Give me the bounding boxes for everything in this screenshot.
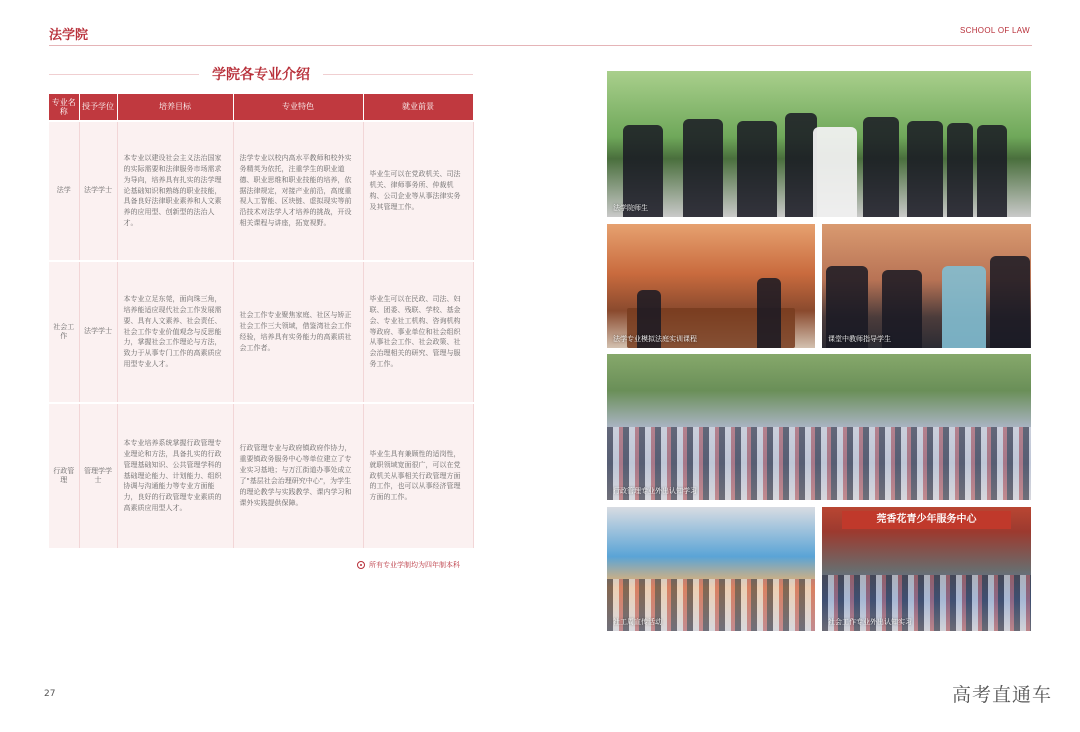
major-degree: 法学学士 — [79, 121, 117, 261]
photo-caption: 社会工作专业外出认知实习 — [828, 618, 912, 626]
col-header-goal: 培养目标 — [117, 94, 233, 121]
header-divider — [49, 45, 1032, 46]
major-feature: 行政管理专业与政府镇政府作协力，重要镇政务服务中心等单位建立了专业实习基地；与万江街道办事处成立了"基层社会治理研究中心"，为学生的理论教学与实践教学、课内学习和课外实践提供保障。 — [233, 403, 363, 548]
majors-table — [49, 94, 474, 548]
person-figure — [757, 278, 781, 348]
page-number: 27 — [44, 689, 56, 699]
person-figure — [813, 127, 857, 217]
footnote-text: 所有专业学制均为四年制本科 — [369, 561, 460, 569]
bullet-circle-icon — [357, 561, 365, 569]
major-career: 毕业生具有兼顾性的适岗性，就职领域宽面很广，可以在党政机关从事相关行政管理方面的工作，也可以从事经济管理方面的工作。 — [363, 403, 473, 548]
person-figure — [907, 121, 943, 217]
photo-caption: 法学院师生 — [613, 204, 648, 212]
col-header-name: 专业名称 — [49, 94, 79, 121]
major-degree: 法学学士 — [79, 261, 117, 403]
col-header-degree: 授予学位 — [79, 94, 117, 121]
table-row — [49, 261, 473, 403]
major-goal: 本专业立足东莞，面向珠三角，培养能适应现代社会工作发展需要、具有人文素养、社会责任、社会工作专业价值观念与反思能力，掌握社会工作理论与方法，致力于从事专门工作的高素质应用型专业人才。 — [117, 261, 233, 403]
section-title: 学院各专业介绍 — [212, 67, 310, 83]
photo-caption: 法学专业模拟法庭实训课程 — [613, 335, 697, 343]
photo-caption: 行政管理专业外出认知学习 — [613, 487, 697, 495]
major-feature: 社会工作专业聚焦家庭、社区与矫正社会工作三大领域，借鉴湾社会工作经验，培养具有实务能力的高素质社会工作者。 — [233, 261, 363, 403]
person-figure — [683, 119, 723, 217]
center-signboard: 莞香花青少年服务中心 — [842, 511, 1011, 529]
photo-caption: 社工周宣传活动 — [613, 618, 662, 626]
major-name: 法学 — [49, 121, 79, 261]
person-figure — [990, 256, 1030, 348]
footnote — [357, 560, 460, 570]
section-title-block — [49, 62, 473, 86]
major-goal: 本专业培养系统掌握行政管理专业理论和方法，具备扎实的行政管理基础知识、公共管理学科的基础理论能力、计划能力、组织协调与沟通能力等专业方面能力，良好的行政管理专业素质的高素质应用型人才。 — [117, 403, 233, 548]
photo-social-work-internship — [822, 507, 1031, 631]
chapter-title: 法学院 — [49, 28, 89, 43]
major-degree: 管理学学士 — [79, 403, 117, 548]
person-figure — [947, 123, 973, 217]
major-feature: 法学专业以校内高水平教师和校外实务精英为依托，注重学生的职业道德、职业思维和职业技能的培养，依据法律规定，对接产业前沿，高度重视人工智能、区块链、虚拟现实等前沿技术对法学人才培养的挑战，开设相关课程与讲座，拓宽视野。 — [233, 121, 363, 261]
person-figure — [977, 125, 1007, 217]
major-goal: 本专业以建设社会主义法治国家的实际需要和法律服务市场需求为导向，培养具有扎实的法学理论基础知识和熟练的职业技能，具备良好法律职业素养和人文素养的应用型、创新型的法治人才。 — [117, 121, 233, 261]
photo-social-work-week — [607, 507, 815, 631]
col-header-feature: 专业特色 — [233, 94, 363, 121]
person-figure — [863, 117, 899, 217]
photo-moot-court — [607, 224, 815, 348]
table-header-row — [49, 94, 473, 121]
col-header-career: 就业前景 — [363, 94, 473, 121]
major-career: 毕业生可以在民政、司法、妇联、团委、残联、学校、基金会、专业社工机构、咨询机构等政府、事业单位和社会组织从事社会工作、社会政策、社会治理相关的研究、管理与服务工作。 — [363, 261, 473, 403]
school-name-en: SCHOOL OF LAW — [960, 26, 1030, 35]
major-career: 毕业生可以在党政机关、司法机关、律师事务所、仲裁机构、公司企业等从事法律实务及其管理工作。 — [363, 121, 473, 261]
major-name: 行政管理 — [49, 403, 79, 548]
title-rule-right — [323, 74, 473, 75]
major-name: 社会工作 — [49, 261, 79, 403]
photo-faculty-students — [607, 71, 1031, 217]
photo-classroom-guidance — [822, 224, 1031, 348]
watermark-text: 高考直通车 — [951, 684, 1052, 706]
person-figure — [737, 121, 777, 217]
table-row — [49, 403, 473, 548]
table-row — [49, 121, 473, 261]
person-figure — [942, 266, 986, 348]
photo-admin-field-trip — [607, 354, 1031, 500]
photo-caption: 课堂中教师指导学生 — [828, 335, 891, 343]
